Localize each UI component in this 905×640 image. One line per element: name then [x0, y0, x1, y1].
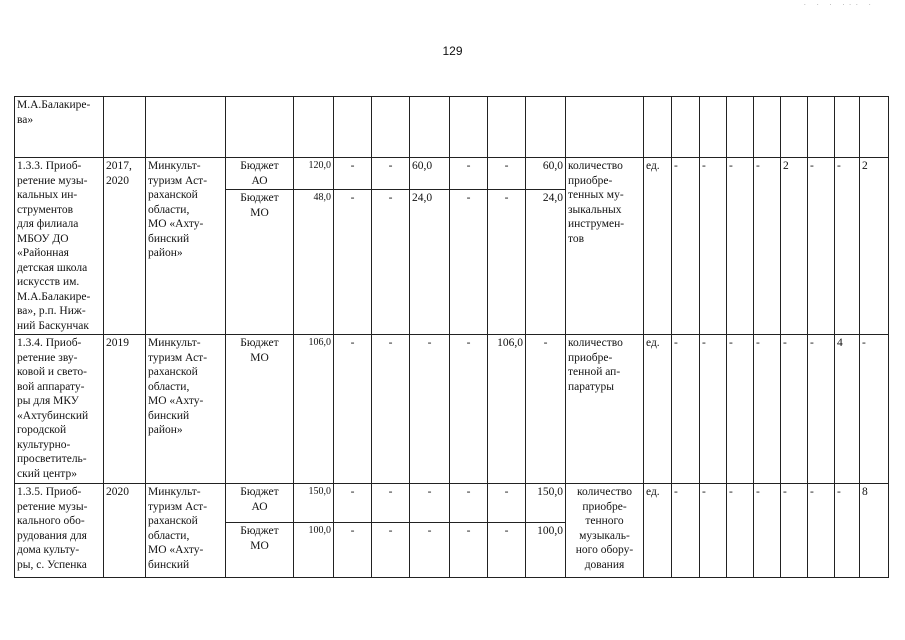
- indicator-unit: ед.: [644, 335, 672, 484]
- program-table: [14, 96, 889, 578]
- activity-years: 2020: [104, 484, 146, 578]
- funding-total: 100,0: [294, 523, 334, 578]
- indicator-unit: ед.: [644, 484, 672, 578]
- funding-year: -: [372, 335, 410, 484]
- funding-year: -: [450, 484, 488, 523]
- funding-total: 48,0: [294, 190, 334, 335]
- funding-year: -: [488, 158, 526, 190]
- indicator-value: -: [808, 335, 835, 484]
- indicator-value: -: [672, 484, 700, 578]
- indicator-value: -: [727, 484, 754, 578]
- activity-executor: Минкульт- туризм Аст- раханской области, МО «Ахту- бинский район»: [146, 158, 226, 335]
- funding-year: -: [334, 523, 372, 578]
- funding-year: -: [450, 523, 488, 578]
- funding-source: Бюджет АО: [226, 158, 294, 190]
- indicator-value: -: [700, 484, 727, 578]
- indicator-value: -: [727, 335, 754, 484]
- indicator-value: -: [835, 484, 860, 578]
- activity-years: 2019: [104, 335, 146, 484]
- page-number: 129: [442, 44, 463, 58]
- funding-year: -: [410, 335, 450, 484]
- funding-year: -: [334, 190, 372, 335]
- continuation-cell: М.А.Балакире- ва»: [15, 97, 104, 158]
- funding-year: -: [450, 335, 488, 484]
- continuation-row: [15, 97, 889, 158]
- funding-year: -: [488, 190, 526, 335]
- indicator-value: -: [808, 484, 835, 578]
- funding-year: -: [488, 484, 526, 523]
- funding-year: -: [410, 523, 450, 578]
- table-row: [15, 335, 889, 484]
- indicator-unit: ед.: [644, 158, 672, 335]
- funding-year: -: [488, 523, 526, 578]
- activity-name: 1.3.3. Приоб- ретение музы- кальных ин- струментов для филиала МБОУ ДО «Районная детская школа искусств им. М.А.Балакире- ва», р.п. Ниж- ний Баскунчак: [15, 158, 104, 335]
- funding-source: Бюджет МО: [226, 190, 294, 335]
- funding-year: -: [526, 335, 566, 484]
- funding-year: -: [450, 190, 488, 335]
- indicator-value: 2: [781, 158, 808, 335]
- indicator-value: -: [700, 158, 727, 335]
- indicator-value: -: [754, 158, 781, 335]
- activity-executor: Минкульт- туризм Аст- раханской области, МО «Ахту- бинский район»: [146, 335, 226, 484]
- indicator-value: -: [727, 158, 754, 335]
- indicator-value: -: [835, 158, 860, 335]
- funding-source: Бюджет МО: [226, 523, 294, 578]
- funding-year: 106,0: [488, 335, 526, 484]
- indicator-value: 8: [860, 484, 889, 578]
- funding-source: Бюджет АО: [226, 484, 294, 523]
- table-row: [15, 484, 889, 523]
- activity-executor: Минкульт- туризм Аст- раханской области, МО «Ахту- бинский: [146, 484, 226, 578]
- indicator-value: 4: [835, 335, 860, 484]
- funding-year: -: [334, 158, 372, 190]
- funding-year: -: [334, 484, 372, 523]
- funding-year: 60,0: [410, 158, 450, 190]
- funding-year: -: [334, 335, 372, 484]
- activity-name: 1.3.5. Приоб- ретение музы- кального обо- рудования для дома культу- ры, с. Успенка: [15, 484, 104, 578]
- indicator-name: количество приобре- тенной ап- паратуры: [566, 335, 644, 484]
- indicator-value: -: [700, 335, 727, 484]
- funding-year: 150,0: [526, 484, 566, 523]
- funding-total: 150,0: [294, 484, 334, 523]
- indicator-value: -: [808, 158, 835, 335]
- table-row: [15, 158, 889, 190]
- indicator-value: -: [672, 335, 700, 484]
- corner-mark: · · · ··· ·: [803, 0, 875, 9]
- indicator-name: количество приобре- тенных му- зыкальных инструмен- тов: [566, 158, 644, 335]
- funding-year: -: [372, 523, 410, 578]
- funding-year: 100,0: [526, 523, 566, 578]
- funding-total: 120,0: [294, 158, 334, 190]
- funding-year: -: [372, 484, 410, 523]
- activity-years: 2017, 2020: [104, 158, 146, 335]
- funding-source: Бюджет МО: [226, 335, 294, 484]
- funding-year: -: [372, 190, 410, 335]
- indicator-value: -: [781, 335, 808, 484]
- indicator-value: -: [672, 158, 700, 335]
- indicator-value: -: [860, 335, 889, 484]
- indicator-value: -: [754, 484, 781, 578]
- indicator-value: -: [781, 484, 808, 578]
- activity-name: 1.3.4. Приоб- ретение зву- ковой и свето- вой аппарату- ры для МКУ «Ахтубинский городской культурно- просветитель- ский центр»: [15, 335, 104, 484]
- funding-year: -: [450, 158, 488, 190]
- indicator-name: количество приобре- тенного музыкаль- ного обору- дования: [566, 484, 644, 578]
- funding-year: 24,0: [410, 190, 450, 335]
- funding-total: 106,0: [294, 335, 334, 484]
- funding-year: 24,0: [526, 190, 566, 335]
- funding-year: 60,0: [526, 158, 566, 190]
- indicator-value: -: [754, 335, 781, 484]
- funding-year: -: [410, 484, 450, 523]
- indicator-value: 2: [860, 158, 889, 335]
- funding-year: -: [372, 158, 410, 190]
